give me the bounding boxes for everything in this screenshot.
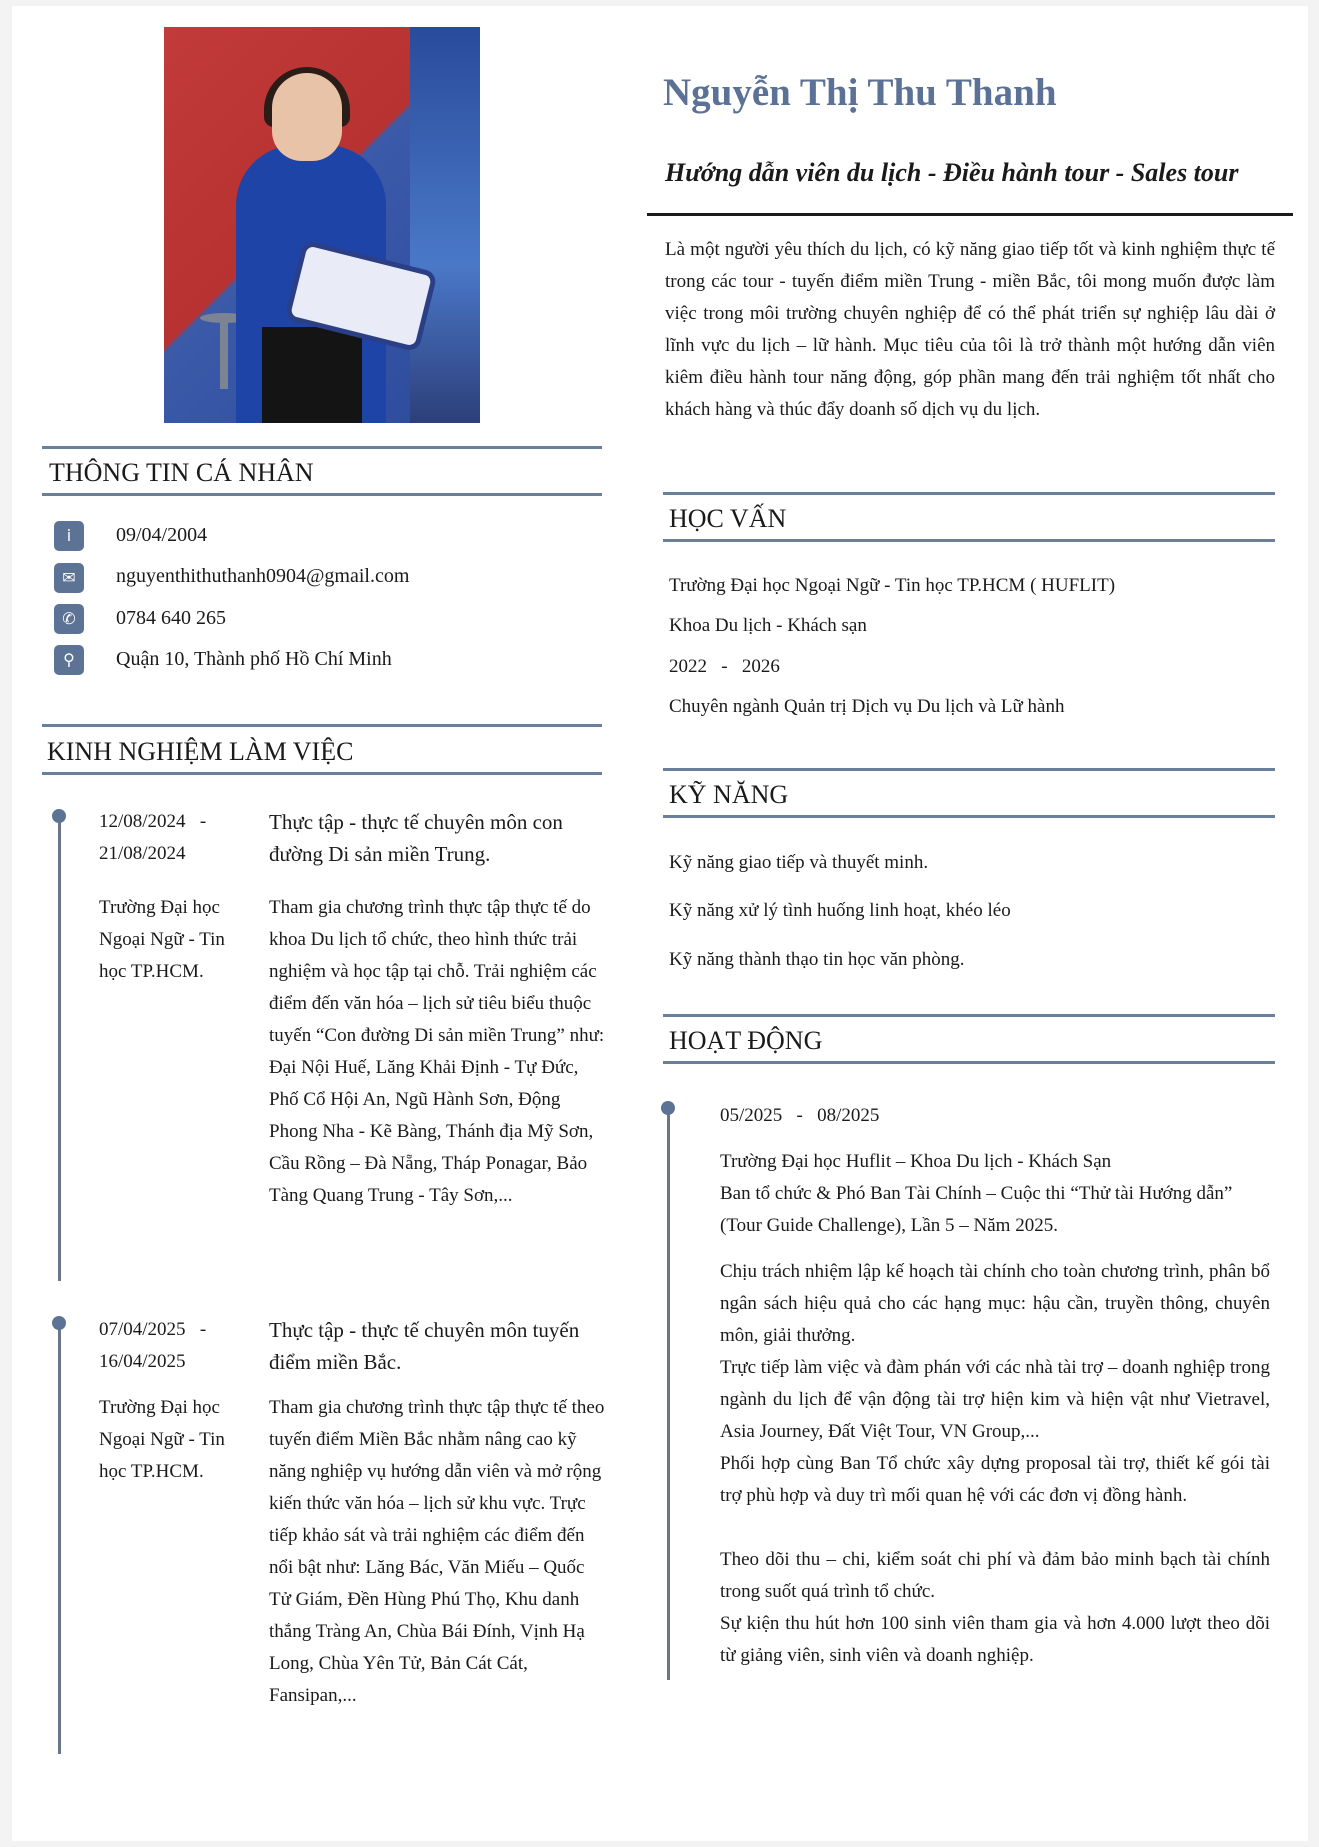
education-years: 2022 - 2026	[669, 656, 780, 677]
activity-detail: Sự kiện thu hút hơn 100 sinh viên tham gia và hơn 4.000 lượt theo dõi từ giảng viên, sinh viên và doanh nghiệp.	[720, 1613, 1270, 1666]
activity-organization: Trường Đại học Huflit – Khoa Du lịch - Khách Sạn	[720, 1151, 1112, 1172]
section-divider	[42, 446, 602, 449]
timeline-dot	[52, 809, 66, 823]
timeline-line	[667, 1112, 670, 1680]
skill-item: Kỹ năng thành thạo tin học văn phòng.	[669, 949, 965, 970]
education-major: Chuyên ngành Quản trị Dịch vụ Du lịch và Lữ hành	[669, 696, 1065, 717]
phone-icon: ✆	[54, 604, 84, 634]
experience-description: Tham gia chương trình thực tập thực tế do khoa Du lịch tổ chức, theo hình thức trải nghiệm và học tập tại chỗ. Trải nghiệm các điểm đến văn hóa – lịch sử tiêu biểu thuộc tuyến “Con đường Di sản miền Trung” như: Đại Nội Huế, Lăng Khải Định - Tự Đức, Phố Cổ Hội An, Ngũ Hành Sơn, Động Phong Nha - Kẽ Bàng, Thánh địa Mỹ Sơn, Cầu Rồng – Đà Nẵng, Tháp Ponagar, Bảo Tàng Quang Trung - Tây Sơn,...	[269, 897, 605, 1206]
email-icon: ✉	[54, 563, 84, 593]
section-divider	[663, 1014, 1275, 1017]
section-divider	[663, 768, 1275, 771]
section-divider	[42, 724, 602, 727]
skill-item: Kỹ năng xử lý tình huống linh hoạt, khéo léo	[669, 900, 1011, 921]
section-divider	[42, 772, 602, 775]
education-faculty: Khoa Du lịch - Khách sạn	[669, 615, 867, 636]
location-icon: ⚲	[54, 645, 84, 675]
education-school: Trường Đại học Ngoại Ngữ - Tin học TP.HCM ( HUFLIT)	[669, 575, 1116, 596]
experience-date-range: 12/08/2024 - 21/08/2024	[99, 811, 207, 864]
activity-detail: Trực tiếp làm việc và đàm phán với các nhà tài trợ – doanh nghiệp trong ngành du lịch để vận động tài trợ hiện kim và hiện vật như Vietravel, Asia Journey, Đất Việt Tour, VN Group,...	[720, 1357, 1270, 1442]
info-icon: i	[54, 521, 84, 551]
experience-description: Tham gia chương trình thực tập thực tế theo tuyến điểm Miền Bắc nhằm nâng cao kỹ năng nghiệp vụ hướng dẫn viên và mở rộng kiến thức văn hóa – lịch sử khu vực. Trực tiếp khảo sát và trải nghiệm các điểm đến nổi bật như: Lăng Bác, Văn Miếu – Quốc Tử Giám, Đền Hùng Phú Thọ, Khu danh thắng Tràng An, Chùa Bái Đính, Vịnh Hạ Long, Chùa Yên Tử, Bản Cát Cát, Fansipan,...	[269, 1397, 605, 1706]
experience-date-range: 07/04/2025 - 16/04/2025	[99, 1319, 207, 1372]
cv-page	[12, 6, 1308, 1841]
birth-date: 09/04/2004	[116, 524, 208, 546]
activity-detail: Theo dõi thu – chi, kiểm soát chi phí và đảm bảo minh bạch tài chính trong suốt quá trình tổ chức.	[720, 1549, 1270, 1602]
activity-detail: Phối hợp cùng Ban Tổ chức xây dựng proposal tài trợ, thiết kế gói tài trợ phù hợp và duy trì mối quan hệ với các đơn vị đồng hành.	[720, 1453, 1270, 1506]
activity-date-range: 05/2025 - 08/2025	[720, 1105, 880, 1126]
section-divider	[663, 1061, 1275, 1064]
career-summary: Là một người yêu thích du lịch, có kỹ năng giao tiếp tốt và kinh nghiệm thực tế trong các tour - tuyến điểm miền Trung - miền Bắc, tôi mong muốn được làm việc trong môi trường chuyên nghiệp để có thể phát triển sự nghiệp lâu dài ở lĩnh vực du lịch – lữ hành. Mục tiêu của tôi là trở thành một hướng dẫn viên kiêm điều hành tour năng động, góp phần mang đến trải nghiệm tốt nhất cho khách hàng và thúc đẩy doanh số dịch vụ du lịch.	[665, 239, 1275, 420]
activity-detail: Chịu trách nhiệm lập kế hoạch tài chính cho toàn chương trình, phân bổ ngân sách hiệu quả cho các hạng mục: hậu cần, truyền thông, chuyên môn, giải thưởng.	[720, 1261, 1270, 1346]
section-divider	[663, 539, 1275, 542]
experience-title-text: Thực tập - thực tế chuyên môn tuyến điểm miền Bắc.	[269, 1318, 580, 1374]
education-title: HỌC VẤN	[669, 504, 787, 533]
candidate-role: Hướng dẫn viên du lịch - Điều hành tour - Sales tour	[665, 158, 1239, 187]
skill-item: Kỹ năng giao tiếp và thuyết minh.	[669, 852, 929, 873]
section-divider	[663, 492, 1275, 495]
activity-position: Ban tổ chức & Phó Ban Tài Chính – Cuộc thi “Thử tài Hướng dẫn” (Tour Guide Challenge), Lần 5 – Năm 2025.	[720, 1183, 1233, 1236]
activities-title: HOẠT ĐỘNG	[669, 1026, 823, 1055]
header-divider	[647, 213, 1293, 216]
profile-photo	[164, 27, 480, 423]
section-divider	[663, 815, 1275, 818]
timeline-dot	[52, 1316, 66, 1330]
skills-title: KỸ NĂNG	[669, 780, 789, 809]
experience-title-text: Thực tập - thực tế chuyên môn con đường Di sản miền Trung.	[269, 810, 563, 866]
section-divider	[42, 493, 602, 496]
timeline-line	[58, 816, 61, 1281]
address: Quận 10, Thành phố Hồ Chí Minh	[116, 648, 392, 670]
experience-title: KINH NGHIỆM LÀM VIỆC	[47, 737, 354, 766]
candidate-name: Nguyễn Thị Thu Thanh	[663, 71, 1057, 114]
timeline-dot	[661, 1101, 675, 1115]
experience-organization: Trường Đại học Ngoại Ngữ - Tin học TP.HCM.	[99, 1397, 225, 1482]
experience-organization: Trường Đại học Ngoại Ngữ - Tin học TP.HCM.	[99, 897, 225, 982]
phone-number[interactable]: 0784 640 265	[116, 607, 226, 629]
email-address[interactable]: nguyenthithuthanh0904@gmail.com	[116, 565, 410, 587]
timeline-line	[58, 1324, 61, 1754]
personal-info-title: THÔNG TIN CÁ NHÂN	[49, 458, 314, 487]
